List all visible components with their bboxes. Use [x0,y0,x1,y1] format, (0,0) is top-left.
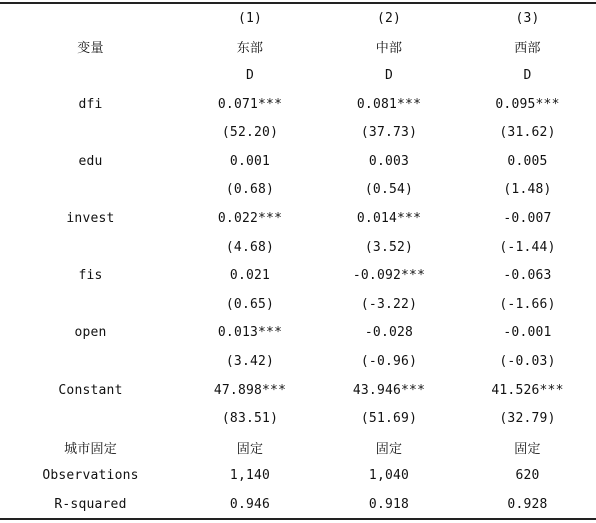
cell-value: (0.54) [364,182,414,198]
dep-var-3: D [523,67,532,83]
header-row-dep-var [0,61,596,90]
col-number-3: (3) [515,10,540,26]
cell-value: (-1.44) [499,239,556,255]
table-row [0,462,596,491]
row-label: fis [78,268,103,284]
row-label [0,118,181,147]
cell-value: 固定 [514,441,541,457]
cell-value: 0.005 [507,153,548,169]
region-east: 东部 [236,41,264,57]
regression-table [0,4,596,519]
table-row [0,90,596,119]
row-label: edu [78,153,103,169]
row-label: open [74,325,107,341]
cell-value: (-0.03) [499,353,556,369]
table-row [0,147,596,176]
table-row [0,118,596,147]
cell-value: 41.526*** [491,382,564,398]
cell-value: 0.928 [507,496,548,512]
cell-value: 0.003 [368,153,410,169]
cell-value: (3.52) [364,239,414,255]
cell-value: 1,040 [368,468,410,484]
cell-value: (0.65) [225,296,275,312]
cell-value: (1.48) [503,182,552,198]
row-label: invest [66,210,115,226]
row-label: dfi [78,96,103,112]
variable-header: 变量 [77,41,104,57]
cell-value: (51.69) [360,411,418,427]
cell-value: 0.022*** [217,210,283,226]
cell-value: 固定 [375,441,403,457]
cell-value: 1,140 [229,468,271,484]
cell-value: -0.092*** [352,268,426,284]
region-west: 西部 [514,41,541,57]
cell-value: 0.013*** [217,325,283,341]
row-label [0,176,181,205]
cell-value: 47.898*** [213,382,287,398]
cell-value: (-0.96) [360,353,418,369]
cell-value: (83.51) [221,411,279,427]
cell-value: 0.095*** [495,96,560,112]
table-row [0,404,596,433]
table-row [0,261,596,290]
row-label: R-squared [54,496,127,512]
cell-value: (32.79) [499,411,556,427]
row-label [0,347,181,376]
cell-value: (-1.66) [499,296,556,312]
header-row-col-numbers [0,4,596,33]
cell-value: (31.62) [499,125,556,141]
cell-value: 0.021 [229,268,271,284]
cell-value: -0.028 [364,325,414,341]
cell-value: (-3.22) [360,296,418,312]
row-label [0,404,181,433]
cell-value: (52.20) [221,125,279,141]
cell-value: -0.063 [503,268,552,284]
table-row [0,490,596,519]
table-row [0,233,596,262]
cell-value: 0.001 [229,153,271,169]
dep-var-1: D [245,67,255,83]
table-row [0,319,596,348]
cell-value: 0.071*** [217,96,283,112]
table-row [0,176,596,205]
row-label: Observations [42,468,139,484]
header-row-regions [0,33,596,62]
cell-value: (3.42) [225,353,275,369]
cell-value: 0.946 [229,496,271,512]
header-empty-cell [0,4,181,33]
region-central: 中部 [375,41,403,57]
table-bottom-rule [0,518,596,520]
row-label [0,290,181,319]
dep-var-2: D [384,67,394,83]
cell-value: -0.007 [503,210,552,226]
col-number-1: (1) [237,10,263,26]
cell-value: 620 [515,468,540,484]
cell-value: 固定 [236,441,264,457]
table-row [0,376,596,405]
cell-value: 0.918 [368,496,410,512]
table-row [0,433,596,462]
table-row [0,347,596,376]
cell-value: -0.001 [503,325,552,341]
cell-value: 0.014*** [356,210,422,226]
cell-value: 43.946*** [352,382,426,398]
table-row [0,290,596,319]
row-label: Constant [58,382,123,398]
cell-value: (4.68) [225,239,275,255]
row-label: 城市固定 [64,441,117,457]
cell-value: 0.081*** [356,96,422,112]
header-empty-cell [0,61,181,90]
col-number-2: (2) [376,10,402,26]
row-label [0,233,181,262]
table-row [0,204,596,233]
cell-value: (0.68) [225,182,275,198]
cell-value: (37.73) [360,125,418,141]
